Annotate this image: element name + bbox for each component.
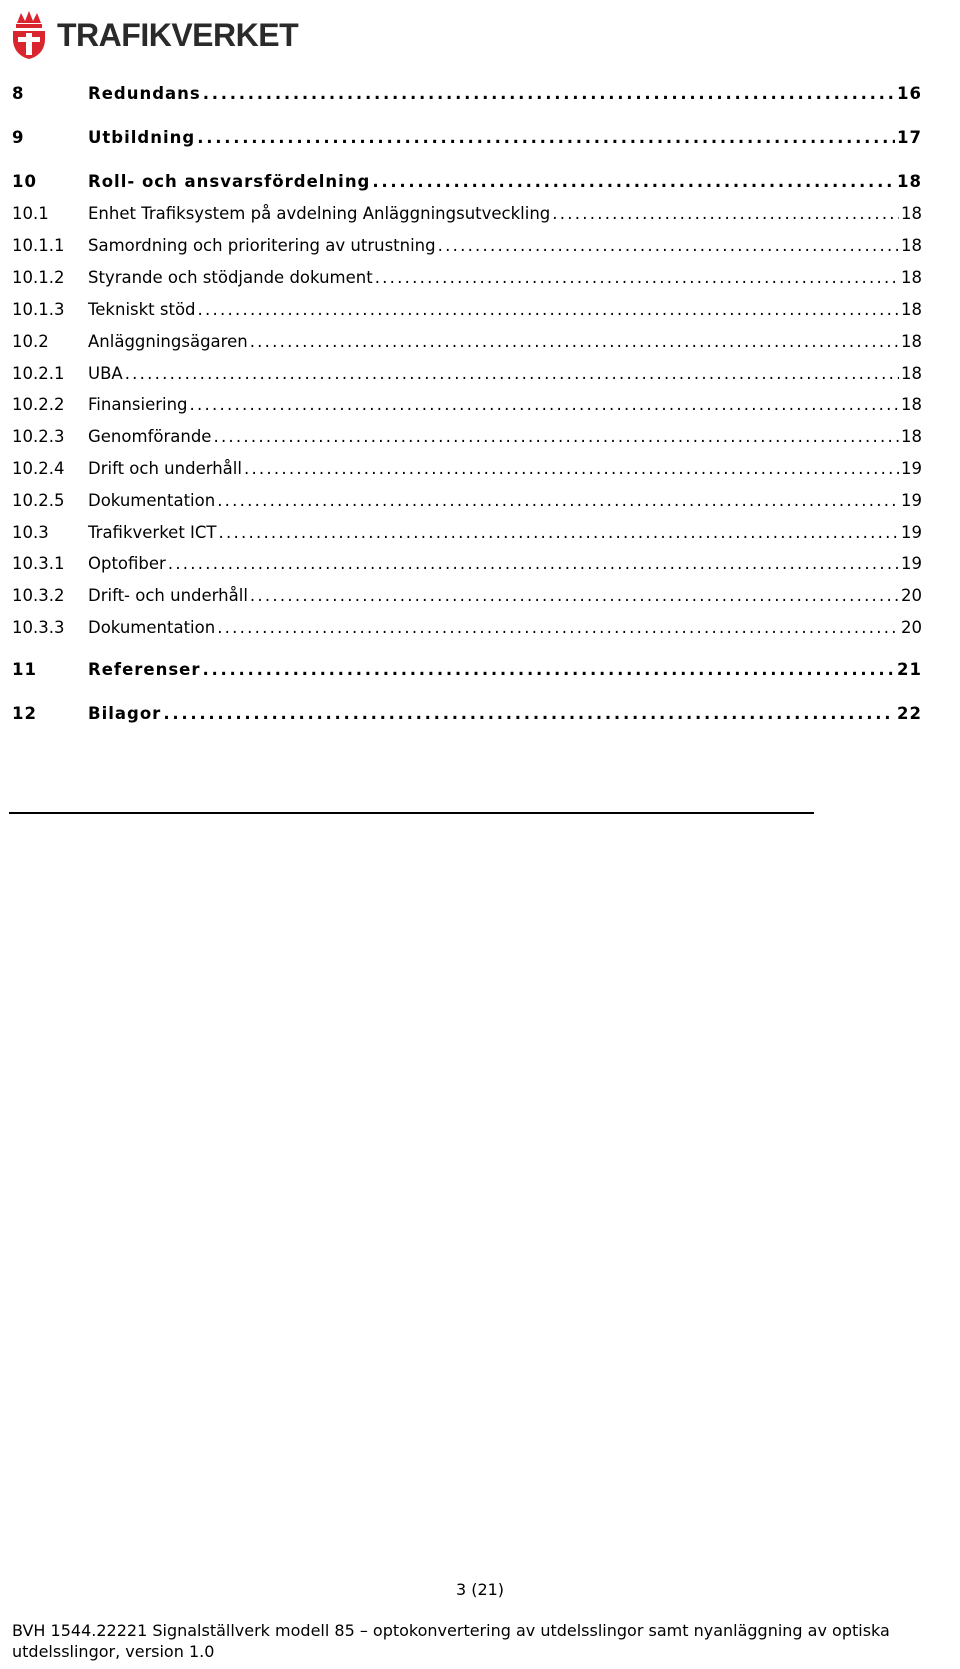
toc-entry-number: 10.3.3: [12, 618, 65, 637]
toc-entry-title: Referenser: [88, 660, 201, 679]
toc-entry[interactable]: [12, 360, 922, 384]
page-number: 3 (21): [455, 1580, 505, 1599]
toc-dot-leader: [217, 491, 899, 511]
toc-dot-leader: [219, 523, 900, 543]
toc-entry[interactable]: [12, 80, 922, 104]
toc-entry-number: 9: [12, 128, 25, 147]
toc-entry-title: Genomförande: [88, 427, 212, 446]
toc-entry-title: Trafikverket ICT: [88, 523, 217, 542]
toc-entry-number: 10.2: [12, 332, 49, 351]
toc-entry[interactable]: [12, 264, 922, 288]
toc-entry-number: 10.2.4: [12, 459, 65, 478]
toc-entry-page: 21: [897, 660, 922, 679]
toc-entry-page: 19: [901, 459, 922, 478]
toc-entry-number: 8: [12, 84, 25, 103]
toc-dot-leader: [250, 332, 899, 352]
trafikverket-logo: [9, 7, 309, 63]
toc-dot-leader: [250, 586, 899, 606]
toc-entry-title: Tekniskt stöd: [88, 300, 196, 319]
footnote-separator: [9, 812, 814, 814]
toc-entry[interactable]: [12, 328, 922, 352]
toc-entry-number: 10.2.1: [12, 364, 65, 383]
toc-dot-leader: [203, 660, 896, 680]
toc-entry-number: 10.3: [12, 523, 49, 542]
toc-dot-leader: [197, 128, 895, 148]
toc-entry-page: 19: [901, 554, 922, 573]
toc-entry-page: 18: [901, 300, 922, 319]
toc-entry-title: Finansiering: [88, 395, 188, 414]
toc-entry-number: 10.2.3: [12, 427, 65, 446]
toc-entry[interactable]: [12, 550, 922, 574]
toc-entry-page: 19: [901, 491, 922, 510]
toc-entry-page: 16: [897, 84, 922, 103]
toc-entry-title: Roll- och ansvarsfördelning: [88, 172, 371, 191]
toc-entry[interactable]: [12, 232, 922, 256]
toc-entry-title: Enhet Trafiksystem på avdelning Anläggningsutveckling: [88, 204, 551, 223]
toc-dot-leader: [372, 172, 895, 192]
toc-entry-number: 11: [12, 660, 37, 679]
toc-entry[interactable]: [12, 487, 922, 511]
toc-dot-leader: [198, 300, 899, 320]
toc-entry-page: 18: [901, 268, 922, 287]
toc-entry-number: 10.1.3: [12, 300, 65, 319]
toc-entry[interactable]: [12, 391, 922, 415]
toc-dot-leader: [163, 704, 895, 724]
toc-entry[interactable]: [12, 614, 922, 638]
toc-entry-title: Utbildning: [88, 128, 196, 147]
toc-entry-title: Redundans: [88, 84, 201, 103]
document-footer: BVH 1544.22221 Signalställverk modell 85 – optokonvertering av utdelsslingor samt nyanläggning av optiska utdelsslingor, version 1.0: [12, 1621, 890, 1661]
toc-entry[interactable]: [12, 296, 922, 320]
toc-dot-leader: [203, 84, 895, 104]
logo-wordmark: TRAFIKVERKET: [57, 16, 299, 53]
toc-entry[interactable]: [12, 656, 922, 680]
toc-entry-number: 10.1.1: [12, 236, 65, 255]
toc-entry-number: 10.1.2: [12, 268, 65, 287]
toc-entry-title: Bilagor: [88, 704, 162, 723]
toc-entry-number: 12: [12, 704, 37, 723]
toc-entry-page: 18: [901, 236, 922, 255]
toc-entry-page: 18: [901, 427, 922, 446]
toc-entry[interactable]: [12, 582, 922, 606]
toc-entry-number: 10.3.2: [12, 586, 65, 605]
toc-dot-leader: [125, 364, 899, 384]
toc-entry[interactable]: [12, 700, 922, 724]
toc-dot-leader: [213, 427, 899, 447]
toc-entry-title: Anläggningsägaren: [88, 332, 248, 351]
toc-entry-page: 20: [901, 618, 922, 637]
toc-entry-page: 18: [901, 204, 922, 223]
toc-entry-page: 17: [897, 128, 922, 147]
toc-entry[interactable]: [12, 124, 922, 148]
toc-entry-page: 20: [901, 586, 922, 605]
toc-dot-leader: [217, 618, 899, 638]
toc-entry-page: 19: [901, 523, 922, 542]
toc-dot-leader: [244, 459, 899, 479]
toc-dot-leader: [438, 236, 899, 256]
toc-entry-page: 18: [901, 332, 922, 351]
toc-entry-page: 18: [901, 395, 922, 414]
toc-entry-number: 10.1: [12, 204, 49, 223]
toc-entry-page: 18: [897, 172, 922, 191]
toc-entry-page: 18: [901, 364, 922, 383]
toc-entry-title: Dokumentation: [88, 491, 216, 510]
toc-dot-leader: [552, 204, 899, 224]
toc-entry-title: UBA: [88, 364, 123, 383]
toc-entry-title: Dokumentation: [88, 618, 216, 637]
toc-entry-title: Drift- och underhåll: [88, 586, 248, 605]
toc-entry-title: Styrande och stödjande dokument: [88, 268, 373, 287]
toc-entry[interactable]: [12, 168, 922, 192]
toc-entry-title: Drift och underhåll: [88, 459, 242, 478]
crown-emblem-icon: [9, 9, 49, 61]
toc-entry-title: Optofiber: [88, 554, 166, 573]
toc-entry-page: 22: [897, 704, 922, 723]
toc-entry[interactable]: [12, 519, 922, 543]
toc-entry-number: 10.3.1: [12, 554, 65, 573]
toc-entry-title: Samordning och prioritering av utrustning: [88, 236, 436, 255]
toc-entry-number: 10.2.2: [12, 395, 65, 414]
toc-entry[interactable]: [12, 455, 922, 479]
toc-dot-leader: [375, 268, 899, 288]
toc-entry-number: 10: [12, 172, 37, 191]
toc-entry-number: 10.2.5: [12, 491, 65, 510]
toc-entry[interactable]: [12, 200, 922, 224]
toc-entry[interactable]: [12, 423, 922, 447]
toc-dot-leader: [190, 395, 899, 415]
toc-dot-leader: [168, 554, 899, 574]
